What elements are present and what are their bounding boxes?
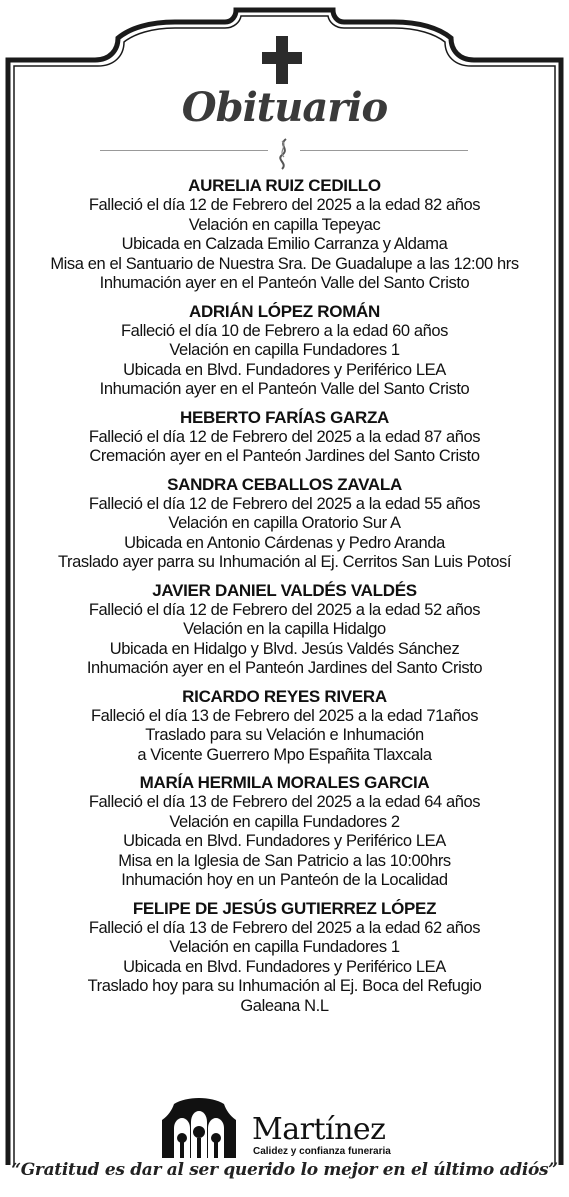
obituary-detail-line: Velación en capilla Oratorio Sur A <box>168 514 401 532</box>
obituary-detail-line: Ubicada en Calzada Emilio Carranza y Aldama <box>121 235 448 253</box>
obituary-detail-line: Falleció el día 10 de Febrero a la edad 60 años <box>120 321 448 340</box>
obituary-detail-line: Ubicada en Blvd. Fundadores y Periférico LEA <box>123 957 446 976</box>
obituary-detail-line: Velación en capilla Fundadores 1 <box>169 938 400 956</box>
cross-icon <box>262 36 302 84</box>
obituary-entry <box>24 408 545 467</box>
obituary-detail-line: Galeana N.L <box>240 996 329 1015</box>
obituary-detail-line: Traslado hoy para su Inhumación al Ej. Boca del Refugio <box>87 977 482 995</box>
page-title: Obituario <box>181 84 388 131</box>
obituary-list <box>24 176 545 1024</box>
footer-quote: “Gratitud es dar al ser querido lo mejor en el último adiós” <box>11 1160 558 1180</box>
obituary-detail-line: Inhumación ayer en el Panteón Valle del Santo Cristo <box>99 274 470 292</box>
obituary-detail-line: Falleció el día 13 de Febrero del 2025 a la edad 64 años <box>88 793 481 811</box>
obituary-entry <box>24 475 545 573</box>
deceased-name: JAVIER DANIEL VALDÉS VALDÉS <box>152 580 417 600</box>
obituary-entry <box>24 302 545 400</box>
obituary-detail-line: Velación en capilla Fundadores 1 <box>169 341 400 359</box>
deceased-name: HEBERTO FARÍAS GARZA <box>179 407 390 427</box>
brand-name: Martínez <box>252 1112 386 1147</box>
obituary-detail-line: Inhumación hoy en un Panteón de la Localidad <box>121 871 448 889</box>
obituary-detail-line: Falleció el día 12 de Febrero del 2025 a la edad 82 años <box>88 196 481 214</box>
deceased-name: MARÍA HERMILA MORALES GARCIA <box>139 773 430 792</box>
obituary-detail-line: Velación en la capilla Hidalgo <box>183 620 386 638</box>
obituary-entry <box>24 773 545 891</box>
obituary-detail-line: Falleció el día 13 de Febrero del 2025 a la edad 71años <box>90 706 479 725</box>
obituary-detail-line: Ubicada en Blvd. Fundadores y Periférico LEA <box>123 360 446 379</box>
brand-tagline: Calidez y confianza funeraria <box>253 1146 391 1157</box>
obituary-detail-line: Inhumación ayer en el Panteón Jardines del Santo Cristo <box>86 659 483 677</box>
obituary-detail-line: a Vicente Guerrero Mpo Españita Tlaxcala <box>137 745 432 764</box>
obituary-entry <box>24 899 545 1017</box>
flourish-icon <box>270 137 298 173</box>
deceased-name: FELIPE DE JESÚS GUTIERREZ LÓPEZ <box>132 898 437 918</box>
obituary-detail-line: Falleció el día 12 de Febrero del 2025 a la edad 52 años <box>88 600 481 619</box>
obituary-detail-line: Cremación ayer en el Panteón Jardines del Santo Cristo <box>89 447 480 465</box>
obituary-detail-line: Ubicada en Blvd. Fundadores y Periférico LEA <box>123 832 446 850</box>
obituary-detail-line: Traslado para su Velación e Inhumación <box>145 726 424 744</box>
obituary-entry <box>24 176 545 294</box>
obituary-detail-line: Falleció el día 12 de Febrero del 2025 a la edad 87 años <box>88 427 481 446</box>
obituary-detail-line: Traslado ayer parra su Inhumación al Ej. Cerritos San Luis Potosí <box>57 553 512 571</box>
brand-logo <box>160 1098 410 1160</box>
deceased-name: AURELIA RUIZ CEDILLO <box>188 176 381 195</box>
obituary-detail-line: Velación en capilla Tepeyac <box>188 215 381 234</box>
deceased-name: SANDRA CEBALLOS ZAVALA <box>167 474 402 494</box>
deceased-name: ADRIÁN LÓPEZ ROMÁN <box>188 301 381 321</box>
obituary-entry <box>24 687 545 766</box>
divider-left <box>100 150 268 151</box>
obituary-detail-line: Ubicada en Hidalgo y Blvd. Jesús Valdés Sánchez <box>109 639 460 658</box>
obituary-detail-line: Ubicada en Antonio Cárdenas y Pedro Aranda <box>124 533 445 552</box>
obituary-entry <box>24 581 545 679</box>
obituary-detail-line: Velación en capilla Fundadores 2 <box>169 812 400 831</box>
obituary-detail-line: Falleció el día 13 de Febrero del 2025 a la edad 62 años <box>88 918 481 937</box>
obituary-detail-line: Misa en la Iglesia de San Patricio a las 10:00hrs <box>118 851 451 870</box>
chapel-logo-icon <box>160 1098 238 1158</box>
obituary-detail-line: Misa en el Santuario de Nuestra Sra. De Guadalupe a las 12:00 hrs <box>50 254 519 273</box>
obituary-detail-line: Inhumación ayer en el Panteón Valle del Santo Cristo <box>99 380 470 398</box>
divider-right <box>300 150 468 151</box>
obituary-detail-line: Falleció el día 12 de Febrero del 2025 a la edad 55 años <box>88 494 481 513</box>
deceased-name: RICARDO REYES RIVERA <box>182 686 387 706</box>
